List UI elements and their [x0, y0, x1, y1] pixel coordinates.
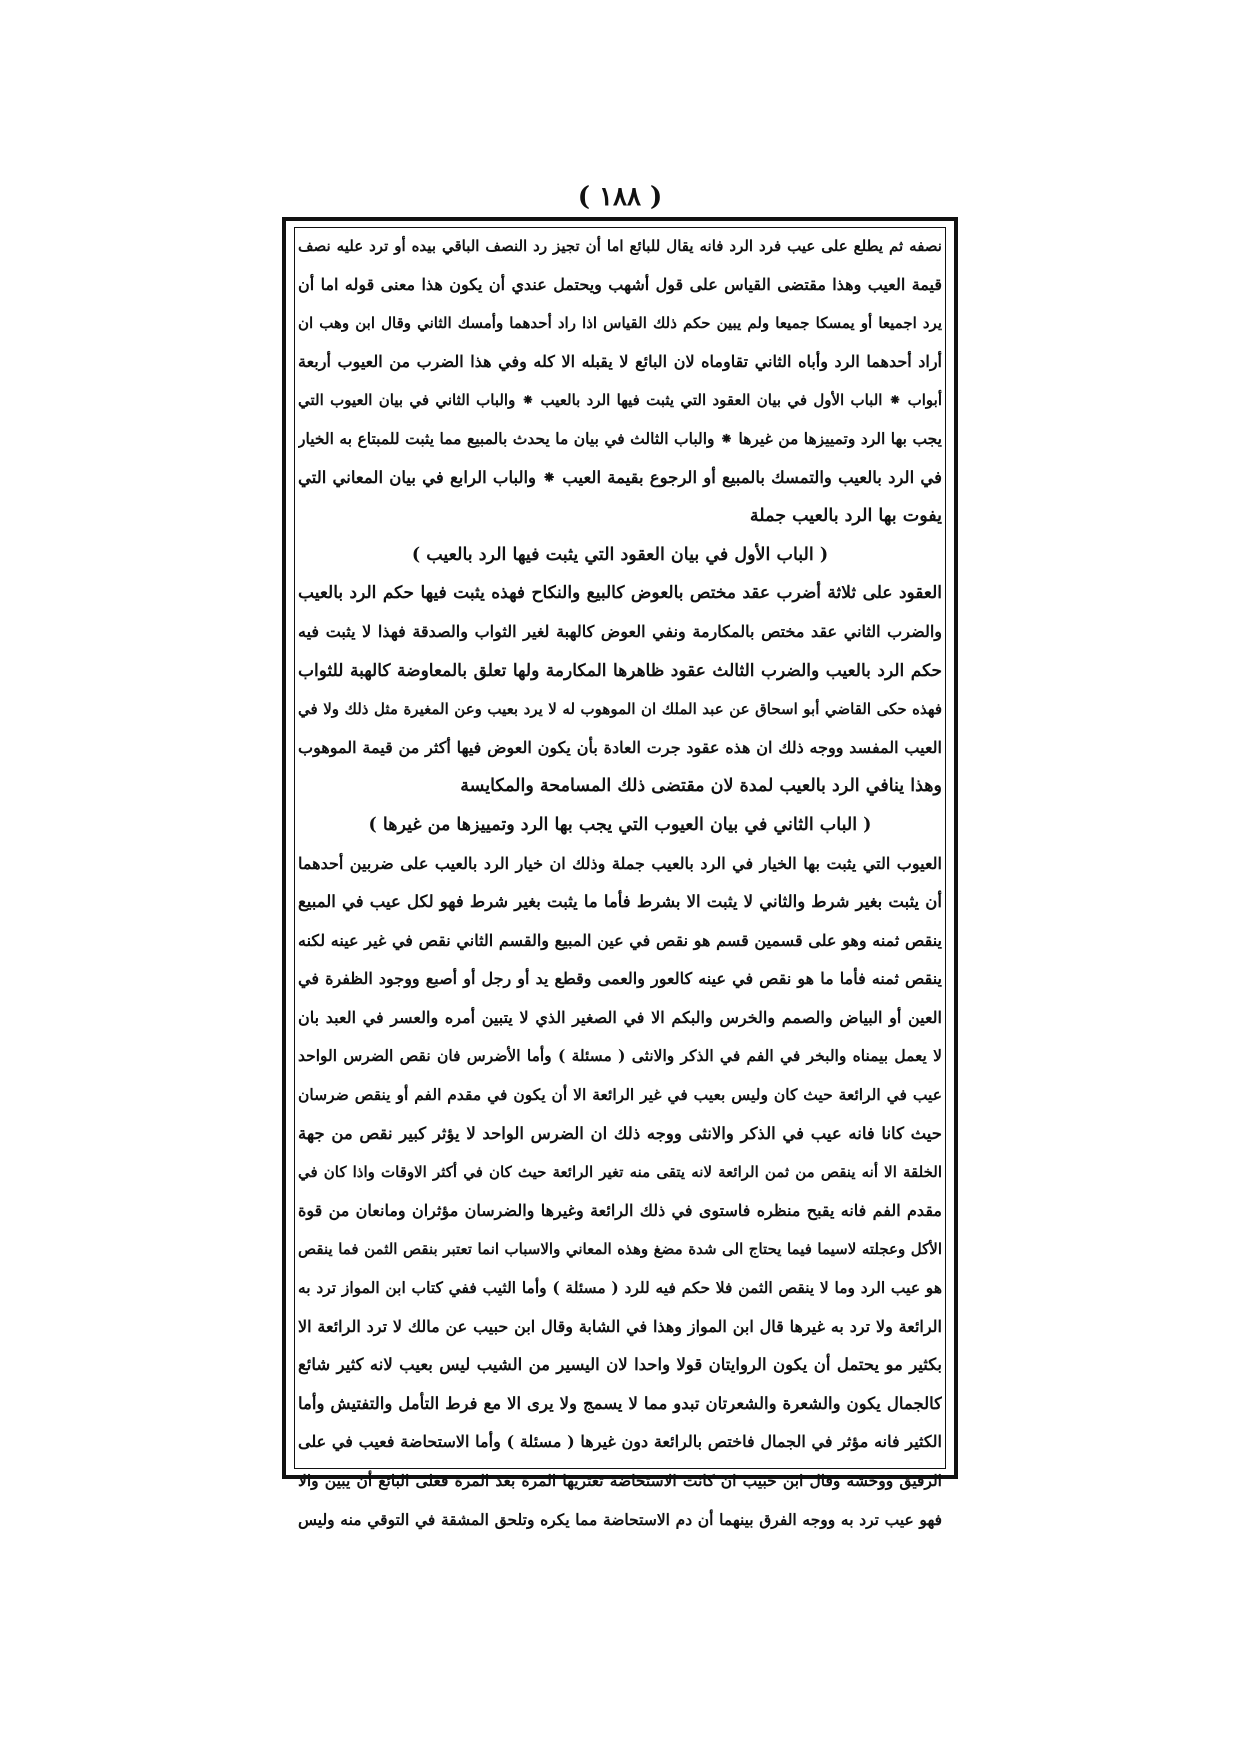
text-line: يرد اجميعا أو يمسكا جميعا ولم يبين حكم ذلك القياس اذا راد أحدهما وأمسك الثاني وقال ابن وهب ان [298, 314, 942, 333]
text-line: حيث كانا فانه عيب في الذكر والانثى ووجه ذلك ان الضرس الواحد لا يؤثر كبير نقص من جهة [298, 1123, 942, 1143]
text-line: عيب في الرائعة حيث كان وليس بعيب في غير الرائعة الا أن يكون في مقدم الفم أو ينقص ضرسان [298, 1085, 942, 1105]
text-line: في الرد بالعيب والتمسك بالمبيع أو الرجوع بقيمة العيب ⁕ والباب الرابع في بيان المعاني التي [298, 467, 942, 487]
text-line: فهذه حكى القاضي أبو اسحاق عن عبد الملك ان الموهوب له لا يرد بعيب وعن المغيرة مثل ذلك ولا في [298, 700, 942, 719]
text-line: نصفه ثم يطلع على عيب فرد الرد فانه يقال للبائع اما أن تجيز رد النصف الباقي بيده أو ترد عليه نصف [298, 237, 942, 255]
text-line: يفوت بها الرد بالعيب جملة [749, 506, 942, 527]
text-line: مقدم الفم فانه يقبح منظره فاستوى في ذلك الرائعة وغيرها والضرسان مؤثران ومانعان من قوة [298, 1200, 942, 1220]
text-line: كالجمال يكون والشعرة والشعرتان تبدو مما لا يسمج ولا يرى الا مع فرط التأمل والتفتيش وأما [298, 1393, 942, 1413]
text-line: هو عيب الرد وما لا ينقص الثمن فلا حكم فيه للرد ( مسئلة ) وأما الثيب ففي كتاب ابن المواز ترد به [298, 1278, 942, 1298]
text-line: أبواب ⁕ الباب الأول في بيان العقود التي يثبت فيها الرد بالعيب ⁕ والباب الثاني في بيان العيوب التي [298, 391, 942, 410]
text-line: الرائعة ولا ترد به غيرها قال ابن المواز وهذا في الشابة وقال ابن حبيب عن مالك لا ترد الرائعة الا [298, 1316, 942, 1336]
text-line: الرقيق ووخشه وقال ابن حبيب ان كانت الاستحاضة تعتريها المرة بعد المرة فعلى البائع أن يبين والا [298, 1471, 942, 1490]
text-line: لا يعمل بيمناه والبخر في الفم في الذكر والانثى ( مسئلة ) وأما الأضرس فان نقص الضرس الواحد [298, 1046, 942, 1066]
text-line: قيمة العيب وهذا مقتضى القياس على قول أشهب ويحتمل عندي أن يكون هذا معنى قوله اما أن [298, 274, 942, 294]
chapter-heading-1: ( الباب الأول في بيان العقود التي يثبت فيها الرد بالعيب ) [411, 544, 829, 565]
text-line: العين أو البياض والصمم والخرس والبكم الا في الصغير الذي لا يتبين أمره والعسر في العبد بان [298, 1007, 942, 1027]
text-line: العيوب التي يثبت بها الخيار في الرد بالعيب جملة وذلك ان خيار الرد بالعيب على ضربين أحدهما [298, 853, 942, 873]
text-line: الخلقة الا أنه ينقص من ثمن الرائعة لانه يتقى منه تغير الرائعة حيث كان في أكثر الاوقات واذا كان في [298, 1163, 942, 1182]
text-line: ينقص ثمنه فأما ما هو نقص في عينه كالعور والعمى وقطع يد أو رجل أو أصبع ووجود الظفرة في [298, 969, 942, 989]
chapter-heading-2: ( الباب الثاني في بيان العيوب التي يجب بها الرد وتمييزها من غيرها ) [368, 814, 872, 835]
text-line: ينقص ثمنه وهو على قسمين قسم هو نقص في عين المبيع والقسم الثاني نقص في غير عينه لكنه [298, 930, 942, 950]
text-line: الأكل وعجلته لاسيما فيما يحتاج الى شدة مضغ وهذه المعاني والاسباب انما تعتبر بنقص الثمن فما ينقص [298, 1240, 942, 1259]
text-line: أن يثبت بغير شرط والثاني لا يثبت الا بشرط فأما ما يثبت بغير شرط فهو لكل عيب في المبيع [298, 892, 942, 912]
text-line: أراد أحدهما الرد وأباه الثاني تقاوماه لان البائع لا يقبله الا كله وفي هذا الضرب من العيوب أربعة [298, 351, 942, 371]
page-frame [282, 217, 958, 1529]
text-line: وهذا ينافي الرد بالعيب لمدة لان مقتضى ذلك المسامحة والمكايسة [460, 776, 942, 797]
text-line: والضرب الثاني عقد مختص بالمكارمة ونفي العوض كالهبة لغير الثواب والصدقة فهذا لا يثبت فيه [298, 621, 942, 641]
text-line: حكم الرد بالعيب والضرب الثالث عقود ظاهرها المكارمة ولها تعلق بالمعاوضة كالهبة للثواب [298, 660, 942, 681]
page-number: ( ١٨٨ ) [577, 182, 663, 212]
text-body [298, 227, 942, 1529]
text-line: بكثير مو يحتمل أن يكون الروايتان قولا واحدا لان اليسير من الشيب ليس بعيب لانه كثير شائع [298, 1355, 942, 1375]
text-line: العقود على ثلاثة أضرب عقد مختص بالعوض كالبيع والنكاح فهذه يثبت فيها حكم الرد بالعيب [298, 583, 942, 604]
text-line: فهو عيب ترد به ووجه الفرق بينهما أن دم الاستحاضة مما يكره وتلحق المشقة في التوقي منه وليس [298, 1509, 942, 1529]
text-line: يجب بها الرد وتمييزها من غيرها ⁕ والباب الثالث في بيان ما يحدث بالمبيع مما يثبت للمبتاع به الخيار [298, 428, 942, 448]
text-line: الكثير فانه مؤثر في الجمال فاختص بالرائعة دون غيرها ( مسئلة ) وأما الاستحاضة فعيب في على [298, 1432, 942, 1452]
text-line: العيب المفسد ووجه ذلك ان هذه عقود جرت العادة بأن يكون العوض فيها أكثر من قيمة الموهوب [298, 737, 942, 757]
